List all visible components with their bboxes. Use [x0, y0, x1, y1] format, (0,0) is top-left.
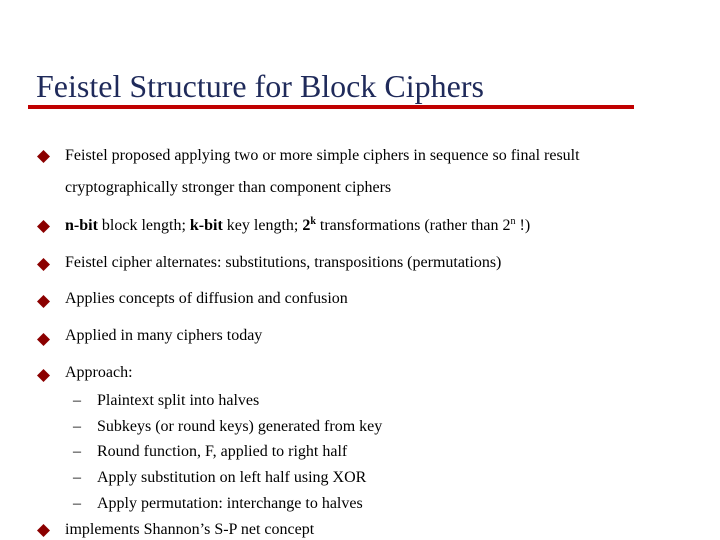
bullet-text-approach: Approach: — [65, 364, 133, 381]
diamond-bullet-icon — [37, 333, 50, 346]
sub-item-dash: – — [73, 443, 81, 460]
bullet-text-feistel-proposal: Feistel proposed applying two or more simple ciphers in sequence so final result — [65, 147, 580, 164]
closing-text: !) — [515, 217, 531, 234]
bullet-text-diffusion: Applies concepts of diffusion and confusion — [65, 290, 348, 307]
diamond-bullet-icon — [37, 150, 50, 163]
bullet-text-feistel-proposal-cont: cryptographically stronger than component ciphers — [65, 179, 392, 196]
diamond-bullet-icon — [37, 258, 50, 271]
block-length-text: block length; — [97, 217, 190, 234]
sub-item-dash: – — [73, 418, 81, 435]
two-n-exponent: n — [510, 216, 516, 227]
diamond-bullet-icon — [37, 524, 50, 537]
bullet-text-shannon: implements Shannon’s S-P net concept — [65, 521, 315, 538]
sub-item-subkeys: Subkeys (or round keys) generated from key — [97, 418, 383, 435]
two-k-base: 2 — [302, 217, 311, 234]
sub-item-dash: – — [73, 469, 81, 486]
key-length-text: key length; — [222, 217, 303, 234]
sub-item-dash: – — [73, 495, 81, 512]
title-underline — [28, 105, 634, 109]
k-bit-term: k-bit — [189, 217, 223, 234]
sub-item-substitution: Apply substitution on left half using XOR — [97, 469, 367, 486]
sub-item-dash: – — [73, 392, 81, 409]
bullet-text-applied: Applied in many ciphers today — [65, 327, 263, 344]
transformations-text: transformations (rather than 2 — [315, 217, 511, 234]
two-k-exponent: k — [310, 216, 316, 227]
sub-item-plaintext: Plaintext split into halves — [97, 392, 260, 409]
slide-title: Feistel Structure for Block Ciphers — [36, 68, 484, 104]
sub-item-round-function: Round function, F, applied to right half — [97, 443, 348, 460]
bullet-text-alternates: Feistel cipher alternates: substitutions, transpositions (permutations) — [65, 254, 502, 271]
bullet-text-block-length — [65, 216, 530, 236]
n-bit-term: n-bit — [65, 217, 98, 234]
diamond-bullet-icon — [37, 220, 50, 233]
diamond-bullet-icon — [37, 295, 50, 308]
diamond-bullet-icon — [37, 369, 50, 382]
sub-item-permutation: Apply permutation: interchange to halves — [97, 495, 363, 512]
